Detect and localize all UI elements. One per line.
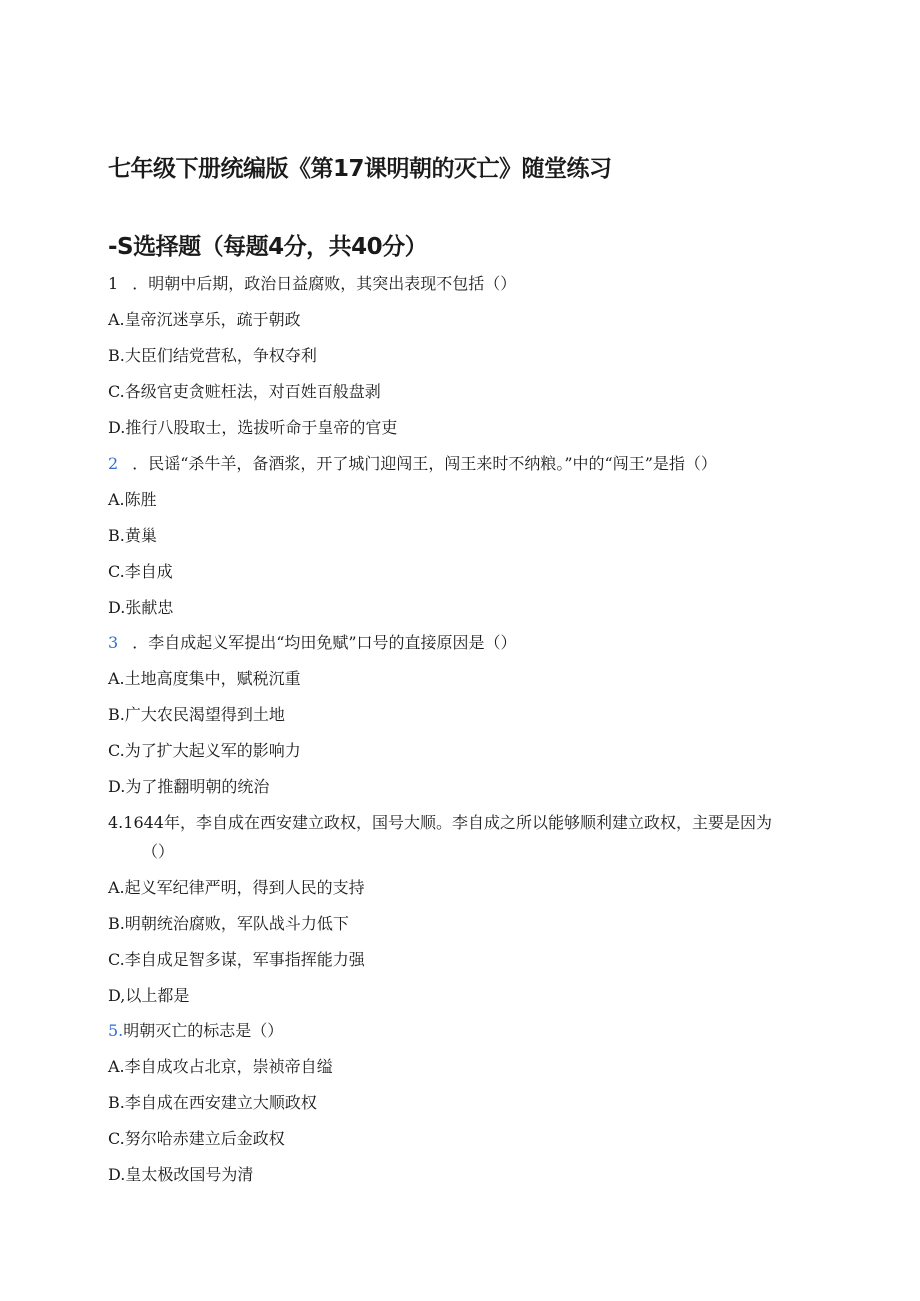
question-text: ．民谣“杀牛羊，备酒浆，开了城门迎闯王，闯王来时不纳粮。”中的“闯王”是指（）	[132, 454, 717, 473]
document-title: 七年级下册统编版《第17课明朝的灭亡》随堂练习	[108, 156, 612, 182]
question-text: ．明朝中后期，政治日益腐败，其突出表现不包括（）	[132, 274, 517, 293]
question-1	[108, 274, 516, 294]
question-5	[108, 1021, 283, 1041]
question-4-continuation: （）	[142, 842, 175, 861]
option-a: A.皇帝沉迷享乐，疏于朝政	[108, 310, 301, 329]
option-b: B.黄巢	[108, 526, 157, 545]
question-4	[108, 813, 772, 833]
question-text: 1644年，李自成在西安建立政权，国号大顺。李自成之所以能够顺利建立政权，主要是因为	[123, 813, 772, 832]
option-d: D.为了推翻明朝的统治	[108, 777, 270, 796]
question-number: 1	[108, 274, 119, 293]
option-b: B.李自成在西安建立大顺政权	[108, 1093, 317, 1112]
option-a: A.起义军纪律严明，得到人民的支持	[108, 878, 365, 897]
option-d: D.张献忠	[108, 598, 174, 617]
question-3	[108, 633, 517, 653]
section-title: -S选择题（每题4分，共40分）	[108, 234, 428, 260]
option-a: A.土地高度集中，赋税沉重	[108, 669, 301, 688]
question-number: 3	[108, 633, 119, 652]
option-c: C.努尔哈赤建立后金政权	[108, 1129, 285, 1148]
question-number: 5.	[108, 1021, 124, 1040]
option-d: D.推行八股取士，选拔听命于皇帝的官吏	[108, 418, 398, 437]
option-b: B.明朝统治腐败，军队战斗力低下	[108, 914, 349, 933]
option-a: A.李自成攻占北京，崇祯帝自缢	[108, 1057, 333, 1076]
question-text: ．李自成起义军提出“均田免赋”口号的直接原因是（）	[132, 633, 517, 652]
option-d: D,以上都是	[108, 986, 190, 1005]
option-c: C.李自成足智多谋，军事指挥能力强	[108, 950, 365, 969]
option-c: C.为了扩大起义军的影响力	[108, 741, 301, 760]
option-b: B.广大农民渴望得到土地	[108, 705, 285, 724]
question-number: 2	[108, 454, 119, 473]
option-c: C.各级官吏贪赃枉法，对百姓百般盘剥	[108, 382, 381, 401]
option-b: B.大臣们结党营私，争权夺利	[108, 346, 317, 365]
option-c: C.李自成	[108, 562, 173, 581]
question-text: 明朝灭亡的标志是（）	[123, 1021, 284, 1040]
question-number: 4.	[108, 813, 124, 832]
question-2	[108, 454, 717, 474]
option-a: A.陈胜	[108, 490, 157, 509]
option-d: D.皇太极改国号为清	[108, 1165, 254, 1184]
